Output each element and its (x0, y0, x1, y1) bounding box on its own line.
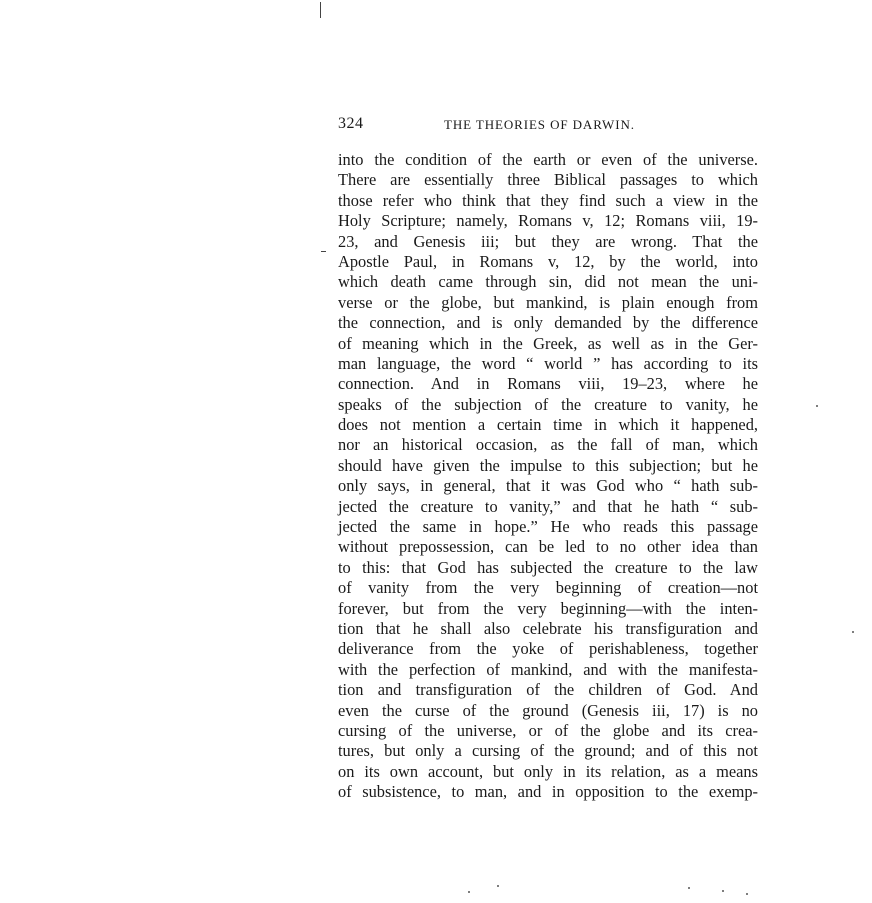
text-line: tion and transfiguration of the children of God. And (338, 680, 758, 700)
text-line: those refer who think that they find such a view in the (338, 190, 758, 210)
text-line: nor an historical occasion, as the fall of man, which (338, 435, 758, 455)
text-line: connection. And in Romans viii, 19–23, where he (338, 374, 758, 394)
text-line: Holy Scripture; namely, Romans v, 12; Romans viii, 19- (338, 211, 758, 231)
text-line: There are essentially three Biblical passages to which (338, 170, 758, 190)
text-line: jected the same in hope.” He who reads this passage (338, 517, 758, 537)
scan-speck (816, 405, 818, 407)
scan-mark-top (320, 2, 321, 18)
text-line: of vanity from the very beginning of creation—not (338, 578, 758, 598)
text-line: with the perfection of mankind, and with the manifesta- (338, 659, 758, 679)
text-line: tion that he shall also celebrate his transfiguration and (338, 618, 758, 638)
text-line: Apostle Paul, in Romans v, 12, by the world, into (338, 251, 758, 271)
scan-speck (468, 891, 470, 893)
text-line: which death came through sin, did not mean the uni- (338, 272, 758, 292)
scan-speck (497, 885, 499, 887)
body-text (338, 150, 758, 803)
text-line: speaks of the subjection of the creature to vanity, he (338, 394, 758, 414)
text-line: only says, in general, that it was God who “ hath sub- (338, 476, 758, 496)
text-line: without prepossession, can be led to no other idea than (338, 537, 758, 557)
text-line: tures, but only a cursing of the ground; and of this not (338, 741, 758, 761)
text-line: to this: that God has subjected the creature to the law (338, 557, 758, 577)
text-line: man language, the word “ world ” has according to its (338, 353, 758, 373)
text-line: does not mention a certain time in which it happened, (338, 415, 758, 435)
text-line: of meaning which in the Greek, as well as in the Ger- (338, 333, 758, 353)
scan-speck (746, 893, 748, 895)
scan-speck (688, 887, 690, 889)
text-line: of subsistence, to man, and in opposition to the exemp- (338, 782, 758, 802)
text-line: should have given the impulse to this subjection; but he (338, 455, 758, 475)
text-line: 23, and Genesis iii; but they are wrong. That the (338, 231, 758, 251)
text-line: deliverance from the yoke of perishableness, together (338, 639, 758, 659)
text-line: even the curse of the ground (Genesis iii, 17) is no (338, 700, 758, 720)
text-line: verse or the globe, but mankind, is plain enough from (338, 292, 758, 312)
page-number: 324 (338, 115, 364, 132)
running-head: THE THEORIES OF DARWIN. (444, 117, 635, 132)
scan-speck (722, 890, 724, 892)
scan-mark-left (321, 251, 326, 252)
text-line: on its own account, but only in its relation, as a means (338, 761, 758, 781)
text-line: jected the creature to vanity,” and that he hath “ sub- (338, 496, 758, 516)
page-header (338, 115, 758, 137)
text-line: cursing of the universe, or of the globe and its crea- (338, 720, 758, 740)
text-line: the connection, and is only demanded by the difference (338, 313, 758, 333)
text-line: forever, but from the very beginning—with the inten- (338, 598, 758, 618)
text-line: into the condition of the earth or even of the universe. (338, 150, 758, 169)
scan-speck (852, 631, 854, 633)
